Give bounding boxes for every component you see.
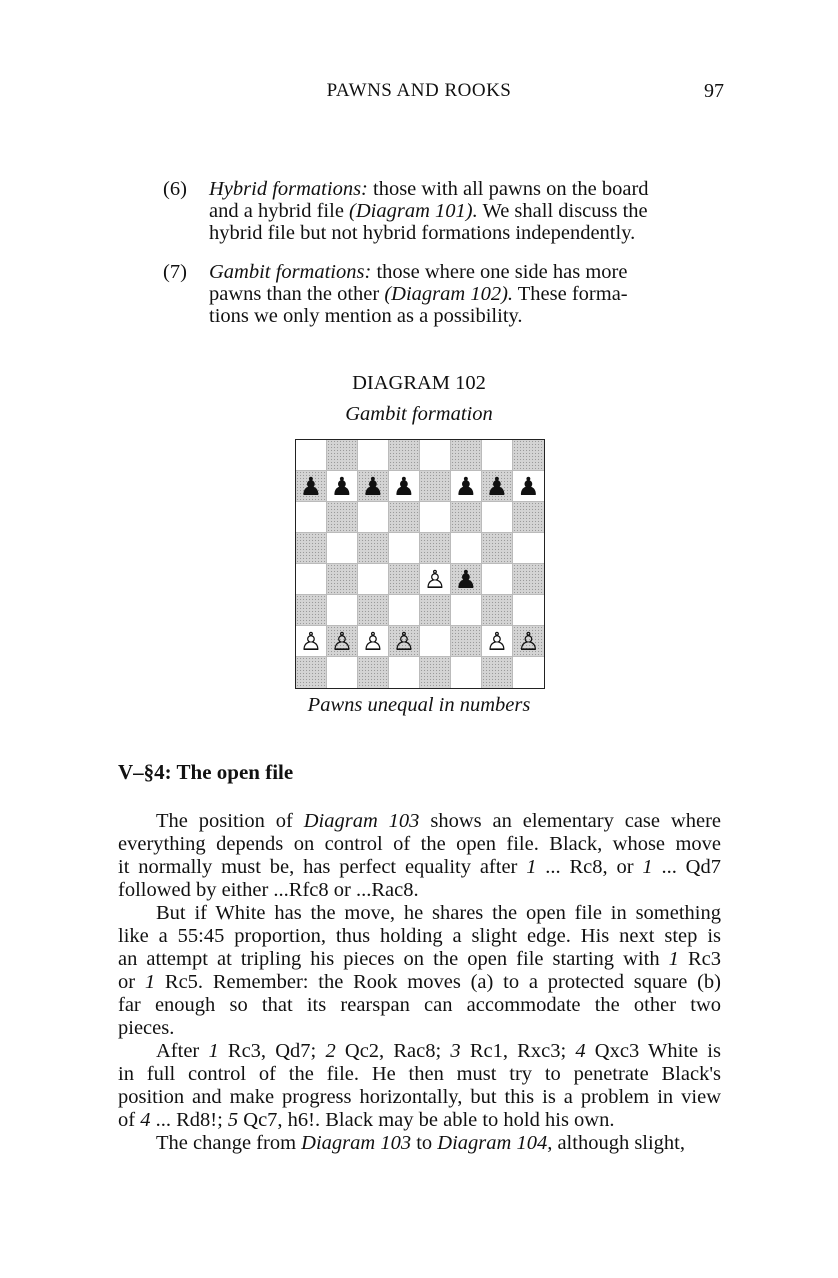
text-line bbox=[118, 1063, 721, 1086]
square-d3 bbox=[389, 595, 420, 626]
square-g7 bbox=[482, 471, 513, 502]
text-line bbox=[118, 994, 721, 1017]
black-pawn-icon: ♟ bbox=[517, 471, 540, 501]
text-run: pawns than the other bbox=[209, 283, 385, 305]
square-c8 bbox=[358, 440, 389, 471]
text-run: These forma- bbox=[513, 283, 628, 305]
square-h3 bbox=[513, 595, 544, 626]
text-run-italic: 1 bbox=[208, 1040, 219, 1062]
square-e7 bbox=[420, 471, 451, 502]
square-e2 bbox=[420, 626, 451, 657]
text-run: hybrid file but not hybrid formations independently. bbox=[209, 222, 636, 244]
square-e8 bbox=[420, 440, 451, 471]
square-g5 bbox=[482, 533, 513, 564]
square-d1 bbox=[389, 657, 420, 688]
square-a2 bbox=[296, 626, 327, 657]
square-h8 bbox=[513, 440, 544, 471]
square-a7 bbox=[296, 471, 327, 502]
white-pawn-icon: ♙ bbox=[299, 626, 323, 656]
square-a1 bbox=[296, 657, 327, 688]
text-run: Rc5. Remember: the Rook moves (a) to a protected square (b) bbox=[155, 971, 721, 993]
text-run: it normally must be, has perfect equality after bbox=[118, 856, 527, 878]
paragraph bbox=[118, 902, 721, 1040]
square-d8 bbox=[389, 440, 420, 471]
text-run-italic: Gambit formations: bbox=[209, 261, 372, 283]
square-a5 bbox=[296, 533, 327, 564]
square-f3 bbox=[451, 595, 482, 626]
list-item-text bbox=[163, 261, 678, 327]
text-run: although slight, bbox=[552, 1132, 686, 1154]
text-run: Qc7, h6!. Black may be able to hold his own. bbox=[238, 1109, 615, 1131]
square-b7 bbox=[327, 471, 358, 502]
square-g1 bbox=[482, 657, 513, 688]
text-run: ... Rc8, or bbox=[536, 856, 643, 878]
square-d4 bbox=[389, 564, 420, 595]
square-a4 bbox=[296, 564, 327, 595]
text-line bbox=[118, 1132, 721, 1155]
text-run: The position of bbox=[156, 810, 304, 832]
diagram-caption: Pawns unequal in numbers bbox=[307, 694, 531, 716]
text-line bbox=[118, 1086, 721, 1109]
diagram-subtitle: Gambit formation bbox=[345, 403, 493, 425]
text-run: We shall discuss the bbox=[477, 200, 648, 222]
square-b4 bbox=[327, 564, 358, 595]
list-item-text bbox=[163, 178, 678, 244]
text-run-italic: 1 bbox=[144, 971, 156, 993]
text-run-italic: 4 bbox=[140, 1109, 151, 1131]
text-run: an attempt at tripling his pieces on the open file starting with bbox=[118, 948, 669, 970]
white-pawn-icon: ♙ bbox=[330, 626, 354, 656]
black-pawn-icon: ♟ bbox=[485, 471, 509, 501]
square-c5 bbox=[358, 533, 389, 564]
text-run: ... Rd8!; bbox=[150, 1109, 228, 1131]
text-run: position and make progress horizontally, but this is a problem in view bbox=[118, 1086, 721, 1108]
text-run: Rc1, Rxc3; bbox=[460, 1040, 576, 1062]
square-d2 bbox=[389, 626, 420, 657]
text-run-italic: 1 bbox=[642, 856, 653, 878]
square-h5 bbox=[513, 533, 544, 564]
text-run: of bbox=[118, 1109, 141, 1131]
list-item-number: (7) bbox=[163, 261, 187, 283]
square-f7 bbox=[451, 471, 482, 502]
text-run: those where one side has more bbox=[371, 261, 628, 283]
square-a3 bbox=[296, 595, 327, 626]
paragraph bbox=[118, 1132, 721, 1155]
square-b5 bbox=[327, 533, 358, 564]
text-run: pieces. bbox=[118, 1017, 175, 1039]
square-a8 bbox=[296, 440, 327, 471]
text-run: like a 55:45 proportion, thus holding a slight edge. His next step is bbox=[118, 925, 721, 947]
square-c2 bbox=[358, 626, 389, 657]
text-run: shows an elementary case where bbox=[419, 810, 721, 832]
text-line bbox=[118, 925, 721, 948]
square-f6 bbox=[451, 502, 482, 533]
text-line bbox=[118, 1040, 721, 1063]
text-run: tions we only mention as a possibility. bbox=[209, 305, 523, 327]
text-run: in full control of the file. He then must try to penetrate Black's bbox=[118, 1063, 721, 1085]
list-item-hybrid bbox=[163, 178, 678, 244]
text-run: and a hybrid file bbox=[209, 200, 350, 222]
white-pawn-icon: ♙ bbox=[423, 564, 447, 594]
text-run: Qc2, Rac8; bbox=[335, 1040, 451, 1062]
text-run: After bbox=[156, 1040, 209, 1062]
paragraph bbox=[118, 810, 721, 902]
square-g2 bbox=[482, 626, 513, 657]
square-g8 bbox=[482, 440, 513, 471]
text-run: to bbox=[411, 1132, 438, 1154]
square-d5 bbox=[389, 533, 420, 564]
square-h6 bbox=[513, 502, 544, 533]
square-b2 bbox=[327, 626, 358, 657]
page-number: 97 bbox=[704, 80, 724, 102]
text-line bbox=[118, 971, 721, 994]
text-line bbox=[118, 856, 721, 879]
text-line bbox=[118, 1109, 721, 1132]
running-header bbox=[0, 80, 838, 110]
square-g6 bbox=[482, 502, 513, 533]
square-e4 bbox=[420, 564, 451, 595]
text-line bbox=[118, 948, 721, 971]
square-h7 bbox=[513, 471, 544, 502]
black-pawn-icon: ♟ bbox=[330, 471, 354, 501]
text-run-italic: 1 bbox=[668, 948, 679, 970]
square-f4 bbox=[451, 564, 482, 595]
square-b8 bbox=[327, 440, 358, 471]
text-run: far enough so that its rearspan can accommodate the other two bbox=[118, 994, 721, 1016]
square-e1 bbox=[420, 657, 451, 688]
square-e6 bbox=[420, 502, 451, 533]
text-run: those with all pawns on the board bbox=[367, 178, 649, 200]
text-run-italic: Diagram 104, bbox=[437, 1132, 553, 1154]
square-h1 bbox=[513, 657, 544, 688]
square-e3 bbox=[420, 595, 451, 626]
text-run-italic: 1 bbox=[526, 856, 537, 878]
square-c4 bbox=[358, 564, 389, 595]
text-line bbox=[118, 879, 721, 902]
white-pawn-icon: ♙ bbox=[392, 626, 416, 656]
diagram-title: DIAGRAM 102 bbox=[352, 372, 486, 394]
text-run-italic: Diagram 103 bbox=[301, 1132, 412, 1154]
text-run: followed by either ...Rfc8 or ...Rac8. bbox=[118, 879, 419, 901]
square-d6 bbox=[389, 502, 420, 533]
square-h4 bbox=[513, 564, 544, 595]
text-run-italic: 5 bbox=[227, 1109, 239, 1131]
text-run-italic: 3 bbox=[450, 1040, 461, 1062]
square-f8 bbox=[451, 440, 482, 471]
square-c7 bbox=[358, 471, 389, 502]
section-heading: V–§4: The open file bbox=[118, 760, 294, 784]
black-pawn-icon: ♟ bbox=[454, 564, 478, 594]
text-run-italic: Hybrid formations: bbox=[209, 178, 368, 200]
text-line bbox=[118, 1017, 721, 1040]
square-c6 bbox=[358, 502, 389, 533]
black-pawn-icon: ♟ bbox=[299, 471, 323, 501]
text-run-italic: 2 bbox=[325, 1040, 336, 1062]
text-run: But if White has the move, he shares the open file in something bbox=[156, 902, 721, 924]
square-e5 bbox=[420, 533, 451, 564]
text-run: ... Qd7 bbox=[652, 856, 721, 878]
black-pawn-icon: ♟ bbox=[361, 471, 385, 501]
text-run: or bbox=[118, 971, 145, 993]
text-run: everything depends on control of the open file. Black, whose move bbox=[118, 833, 721, 855]
square-g4 bbox=[482, 564, 513, 595]
text-run-italic: 4 bbox=[575, 1040, 586, 1062]
paragraph bbox=[118, 1040, 721, 1132]
text-run: The change from bbox=[156, 1132, 302, 1154]
text-run: Rc3 bbox=[678, 948, 721, 970]
square-a6 bbox=[296, 502, 327, 533]
square-f5 bbox=[451, 533, 482, 564]
square-h2 bbox=[513, 626, 544, 657]
square-c3 bbox=[358, 595, 389, 626]
white-pawn-icon: ♙ bbox=[361, 626, 385, 656]
square-f2 bbox=[451, 626, 482, 657]
text-line bbox=[118, 810, 721, 833]
text-run-italic: Diagram 103 bbox=[303, 810, 420, 832]
list-item-number: (6) bbox=[163, 178, 187, 200]
text-run-italic: (Diagram 102). bbox=[384, 283, 514, 305]
square-g3 bbox=[482, 595, 513, 626]
white-pawn-icon: ♙ bbox=[485, 626, 509, 656]
square-c1 bbox=[358, 657, 389, 688]
text-line bbox=[118, 902, 721, 925]
white-pawn-icon: ♙ bbox=[517, 626, 540, 656]
square-b6 bbox=[327, 502, 358, 533]
chess-board bbox=[295, 439, 545, 689]
text-line bbox=[118, 833, 721, 856]
black-pawn-icon: ♟ bbox=[454, 471, 478, 501]
square-d7 bbox=[389, 471, 420, 502]
running-title: PAWNS AND ROOKS bbox=[326, 80, 512, 101]
list-item-gambit bbox=[163, 261, 678, 327]
square-f1 bbox=[451, 657, 482, 688]
text-run: Qxc3 White is bbox=[585, 1040, 721, 1062]
square-b3 bbox=[327, 595, 358, 626]
square-b1 bbox=[327, 657, 358, 688]
text-run-italic: (Diagram 101). bbox=[349, 200, 478, 222]
text-run: Rc3, Qd7; bbox=[218, 1040, 326, 1062]
black-pawn-icon: ♟ bbox=[392, 471, 416, 501]
